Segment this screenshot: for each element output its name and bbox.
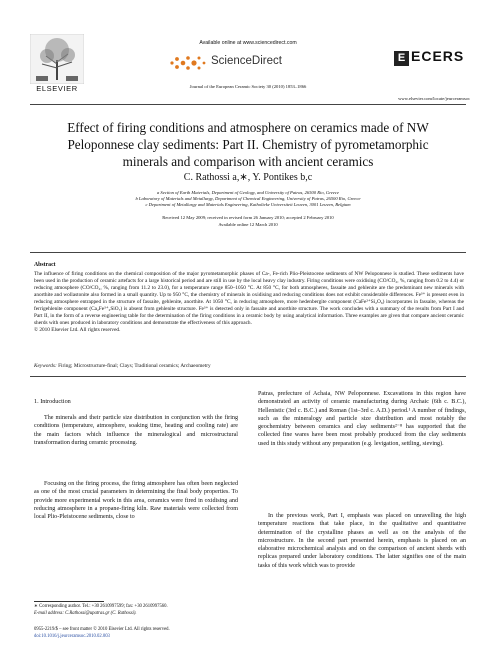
publisher-name: ELSEVIER	[36, 84, 78, 93]
intro-paragraph-2: Focusing on the firing process, the firing atmosphere has often been neglected as one of the most crucial parameters in determining the final body properties. To provide more experimental work in this area, ceramics were fired in oxidising and reducing atmosphere in a propane-firing kiln. Raw materials were collected from local Plio-Pleistocene sediments, close to	[34, 481, 238, 520]
intro-right-paragraph-2: In the previous work, Part I, emphasis was placed on unravelling the high temperature reactions that take place, in the qualitative and quantitative determination of the crystalline phases as well as on the analysis of the microstructure. In the second part presented herein, emphasis is placed on an elaborative microchemical analysis and on the comparison of ancient sherds with replicas prepared under laboratory conditions. The latter signifies one of the main tasks of this work which was to provide	[258, 513, 466, 569]
abstract-bottom-divider	[30, 376, 466, 377]
abstract-text: The influence of firing conditions on the chemical composition of the major pyrometamorphic phases of Ca-, Fe-rich Plio-Pleistocene sediments of NW Peloponnese is studied. These sediments have been used in the production of ceramic artefacts for a large historical period and are still in use by the local heavy clay industry. Firing conditions were oxidising (CO/CO₂, %, ranging from 0.2 to 4.4) or reducing atmosphere (CO/CO₂, %, ranging from 11.2 to 23.0), for a temperature range 850–1050 °C. At 850 °C, for both atmospheres, fassaite and gehlenite are the predominant new minerals with anorthite and wollastonite also formed in a small quantity. Up to 950 °C, the chemistry of minerals in oxidising and reducing conditions does not exhibit considerable differences. Fe³⁺ is present even in reducing atmosphere entrapped in the structure of fassaite, gehlenite, anorthite. At 1050 °C, in reducing atmosphere, more hedenbergite component (CaFe²⁺Si₂O₆) incorporates in fassaite, whereas the ferrigehlenite component (Ca₂Fe³⁺₂SiO₇) is absent from gehlenite structure. Fe³⁺ is detected only in fassaite and anorthite structure. The work concludes with a summary of the results from Part I and Part II, in the form of a reverse engineering table for the determination of the firing conditions in a ceramic body by using analytical information. Three examples are given that compare ancient ceramic sherds with ones produced in laboratory conditions and demonstrate the effectiveness of this approach.	[34, 271, 464, 326]
affiliation-b: b Laboratory of Materials and Metallurgy, Department of Chemical Engineering, University of Patras, 26500 Rio, Greece	[135, 196, 361, 201]
abstract-top-divider	[30, 252, 466, 253]
affiliation-c: c Department of Metallurgy and Materials Engineering, Katholieke Universiteit Leuven, 3001 Leuven, Belgium	[145, 202, 351, 207]
title-line-3: minerals and comparison with ancient ceramics	[122, 153, 374, 169]
keywords-label: Keywords:	[34, 363, 57, 369]
authors: C. Rathossi a,∗, Y. Pontikes b,c	[183, 172, 313, 183]
journal-logo-mark: E	[394, 51, 409, 66]
intro-paragraph-1: The minerals and their particle size distribution in conjunction with the firing conditions (temperature, atmosphere, soaking time, heating and cooling rate) are the main factors which influence the mineralogical and microstructural transformation during ceramic processing.	[34, 415, 238, 446]
abstract-copyright: © 2010 Elsevier Ltd. All rights reserved.	[34, 327, 121, 333]
abstract-heading: Abstract	[34, 262, 56, 268]
author-email[interactable]: E-mail address: C.Rathossi@upatras.gr (C. Rathossi).	[34, 611, 137, 616]
keywords	[34, 363, 464, 369]
sciencedirect-dots-icon	[168, 54, 208, 72]
keywords-list: Firing; Microstructure-final; Clays; Traditional ceramics; Archaeometry	[56, 363, 211, 369]
footnote-divider	[34, 601, 104, 602]
journal-logo	[394, 48, 472, 70]
title-line-2: Peloponnese clay sediments: Part II. Chemistry of pyrometamorphic	[67, 136, 429, 152]
journal-logo-text: ECERS	[411, 48, 465, 64]
available-online-date: Available online 12 March 2010	[218, 222, 278, 227]
corresponding-author-note: ∗ Corresponding author. Tel.: +30 2610997599; fax: +30 2610997560.	[34, 604, 168, 609]
available-online-text[interactable]: Available online at www.sciencedirect.com	[199, 40, 297, 46]
intro-right-paragraph-1: Patras, prefecture of Achaia, NW Peloponnese. Excavations in this region have demonstrated an activity of ceramic manufacturing during Archaic (6th c. B.C.), Hellenistic (3rd c. B.C.) and Roman (1st–3rd c. A.D.) period.¹ A number of findings, such as the mineralogy and particle size distribution and most notably the geochemistry between ceramics and clay sediments²⁻⁸ has supported that the collected fine wares have been most probably produced from the clay sediments used in this study without any preparation (e.g. levigation, settling, sieving).	[258, 391, 466, 447]
abstract-body	[34, 271, 464, 334]
affiliation-a: a Section of Earth Materials, Department of Geology, and University of Patras, 26500 Rio, Greece	[156, 190, 340, 195]
doi-link[interactable]: doi:10.1016/j.jeurceramsoc.2010.02.003	[34, 634, 110, 639]
sciencedirect-logo[interactable]	[168, 52, 328, 74]
journal-website[interactable]: www.elsevier.com/locate/jeurceramsoc	[398, 96, 470, 101]
article-title	[40, 120, 456, 170]
journal-citation: Journal of the European Ceramic Society 30 (2010) 1853–1866	[189, 84, 307, 89]
title-line-1: Effect of firing conditions and atmosphere on ceramics made of NW	[67, 120, 429, 135]
received-dates: Received 12 May 2009; received in revised form 26 January 2010; accepted 2 February 2010	[162, 215, 334, 220]
elsevier-tree-logo	[30, 34, 84, 84]
section-heading-introduction: 1. Introduction	[34, 398, 71, 405]
header-divider	[30, 104, 466, 105]
issn-line: 0955-2219/$ – see front matter © 2010 Elsevier Ltd. All rights reserved.	[34, 627, 170, 632]
sciencedirect-wordmark: ScienceDirect	[211, 55, 282, 67]
